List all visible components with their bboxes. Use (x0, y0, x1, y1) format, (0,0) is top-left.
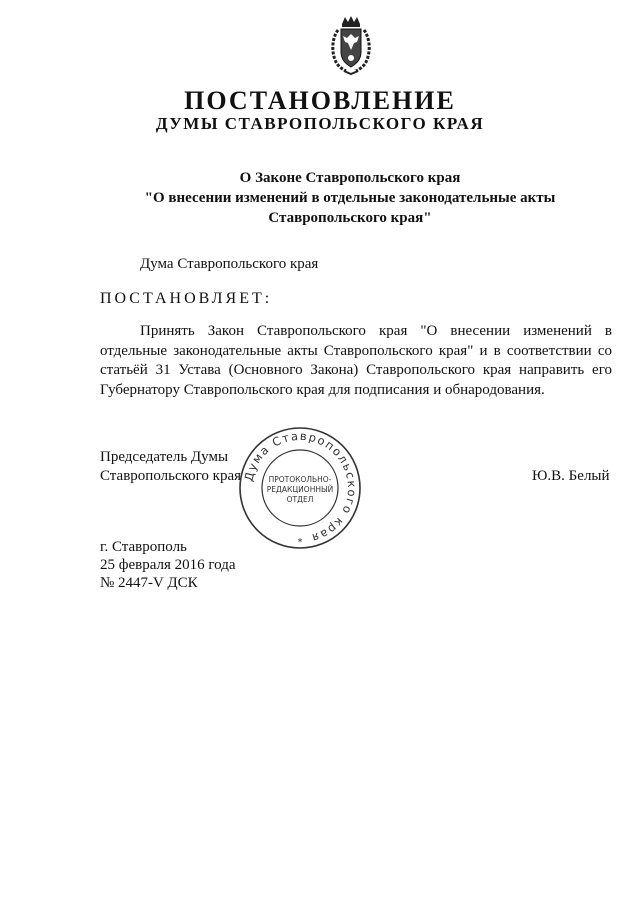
stamp-ring-text: Дума Ставропольского края (241, 428, 360, 546)
footer-date: 25 февраля 2016 года (100, 557, 236, 573)
stamp-center-line3: ОТДЕЛ (286, 495, 314, 504)
signatory-title-line2: Ставропольского края (100, 468, 241, 484)
official-stamp (236, 424, 364, 552)
stamp-center-line1: ПРОТОКОЛЬНО- (268, 475, 332, 484)
stamp-center-line2: РЕДАКЦИОННЫЙ (266, 485, 334, 494)
document-subtitle: ДУМЫ СТАВРОПОЛЬСКОГО КРАЯ (155, 114, 485, 133)
document-subject (100, 168, 600, 228)
subject-line: "О внесении изменений в отдельные законодательные акты (144, 190, 556, 206)
subject-line: Ставропольского края" (268, 210, 432, 226)
signatory-name: Ю.В. Белый (532, 468, 610, 484)
signatory-title-line1: Председатель Думы (100, 449, 229, 465)
body-paragraph: Принять Закон Ставропольского края "О внесении изменений в отдельные законодательные акты Ставропольского края" и в соответствии со статьёй 31 Устава (Основного Закона) Ставропольского края направить его Губернатору Ставропольского края для подписания и обнародования. (100, 323, 612, 398)
stamp-star-icon: * (297, 537, 303, 548)
decree-label: ПОСТАНОВЛЯЕТ: (100, 290, 273, 307)
footer-city: г. Ставрополь (100, 539, 187, 555)
document-title: ПОСТАНОВЛЕНИЕ (184, 86, 456, 115)
coat-of-arms-icon (328, 14, 374, 76)
footer-number: № 2447-V ДСК (100, 575, 198, 591)
subject-line: О Законе Ставропольского края (239, 170, 461, 186)
duma-label: Дума Ставропольского края (140, 256, 319, 272)
document-footer (100, 538, 236, 592)
